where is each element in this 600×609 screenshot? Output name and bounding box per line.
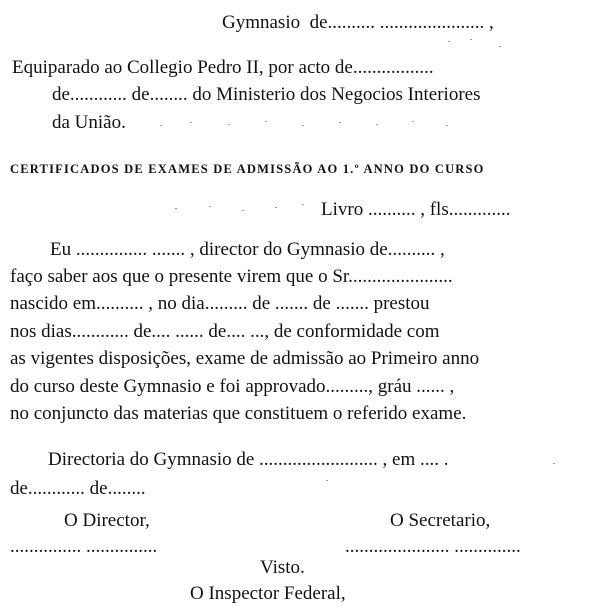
gymnasio-heading: Gymnasio de.......... ...................... , <box>222 12 494 33</box>
ministerio-line: de............ de........ do Ministerio dos Negocios Interiores <box>52 84 481 105</box>
body-line-3: nascido em.......... , no dia......... de ....... de ....... prestou <box>10 293 430 314</box>
body-line-4: nos dias............ de.... ...... de.... ..., de conformidade com <box>10 321 440 342</box>
secretario-signature-line: ...................... .............. <box>345 536 521 557</box>
body-line-1: Eu ............... ....... , director do Gymnasio de.......... , <box>50 239 445 260</box>
body-line-2: faço saber aos que o presente virem que o Sr...................... <box>10 266 453 287</box>
body-line-6: do curso deste Gymnasio e foi approvado........., gráu ...... , <box>10 376 455 397</box>
secretario-label: O Secretario, <box>390 510 491 531</box>
director-label: O Director, <box>64 510 150 531</box>
certificados-heading: CERTIFICADOS DE EXAMES DE ADMISSÃO AO 1.º ANNO DO CURSO <box>10 162 485 176</box>
inspector-label: O Inspector Federal, <box>190 583 346 604</box>
date-line: de............ de........ <box>10 478 146 499</box>
directoria-line: Directoria do Gymnasio de ......................... , em .... . <box>48 449 449 470</box>
livro-line: Livro .......... , fls............. <box>321 199 511 220</box>
equiparado-line: Equiparado ao Collegio Pedro II, por acto de................. <box>12 57 434 78</box>
uniao-line: da União. <box>52 112 126 133</box>
body-line-5: as vigentes disposições, exame de admissão ao Primeiro anno <box>10 348 480 369</box>
body-line-7: no conjuncto das materias que constituem o referido exame. <box>10 403 467 424</box>
director-signature-line: ............... ............... <box>10 536 158 557</box>
visto-label: Visto. <box>260 557 305 578</box>
